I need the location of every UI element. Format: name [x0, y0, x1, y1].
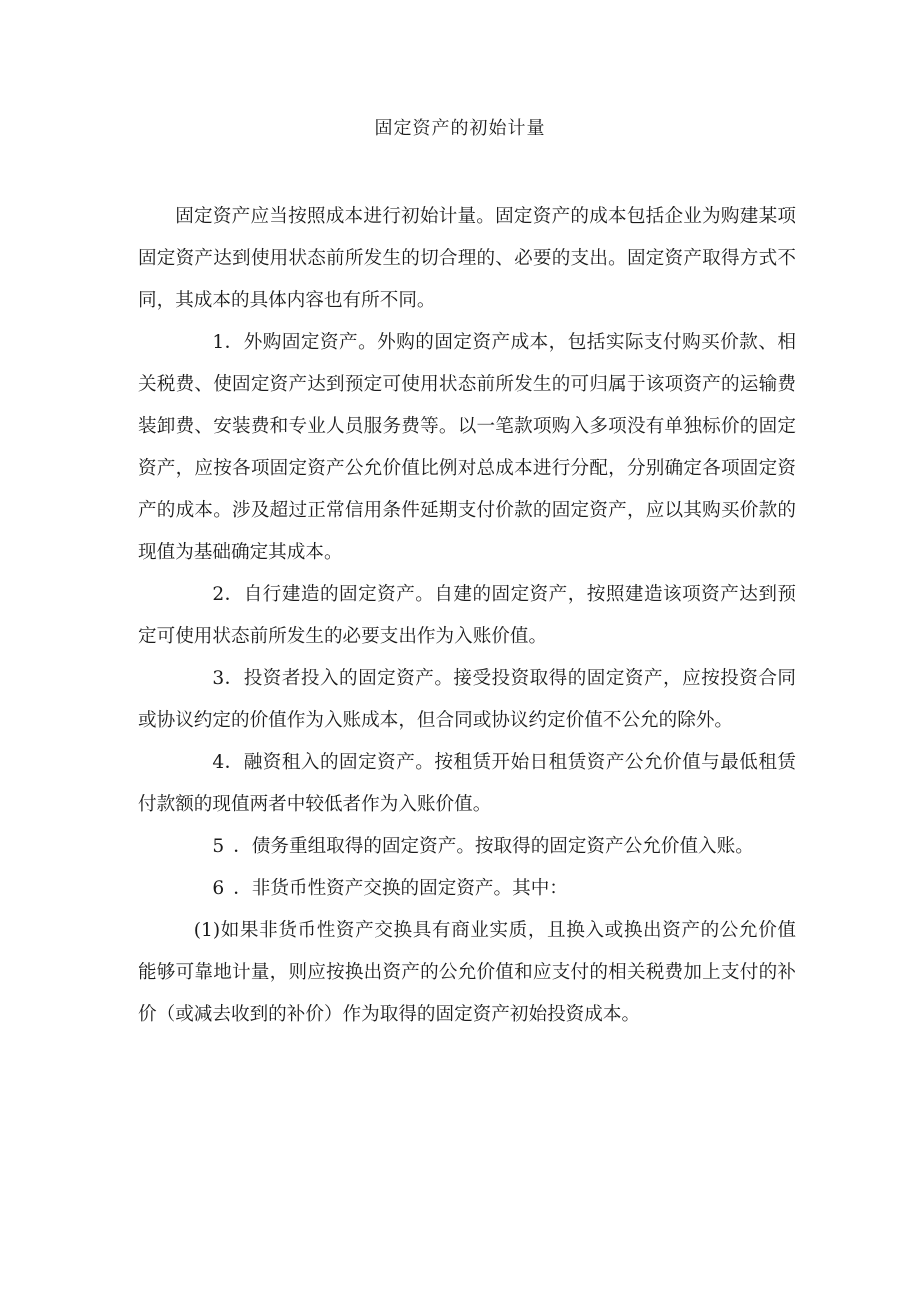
item-text: ．投资者投入的固定资产。接受投资取得的固定资产，应按投资合同或协议约定的价值作为入账成本，但合同或协议约定价值不公允的除外。: [138, 668, 796, 731]
item-number: 6: [212, 878, 225, 899]
item-text: ．自行建造的固定资产。自建的固定资产，按照建造该项资产达到预定可使用状态前所发生的必要支出作为入账价值。: [138, 584, 796, 647]
item-paragraph-2: [138, 574, 796, 658]
subitem-text: 如果非货币性资产交换具有商业实质，且换入或换出资产的公允价值能够可靠地计量，则应按换出资产的公允价值和应支付的相关税费加上支付的补价（或减去收到的补价）作为取得的固定资产初始投资成本。: [138, 920, 796, 1025]
item-text: ．债务重组取得的固定资产。按取得的固定资产公允价值入账。: [233, 836, 754, 857]
subitem-label: (1): [193, 920, 221, 941]
item-text: ．外购固定资产。外购的固定资产成本，包括实际支付购买价款、相关税费、使固定资产达到预定可使用状态前所发生的可归属于该项资产的运输费装卸费、安装费和专业人员服务费等。以一笔款项购入多项没有单独标价的固定资产，应按各项固定资产公允价值比例对总成本进行分配，分别确定各项固定资产的成本。涉及超过正常信用条件延期支付价款的固定资产，应以其购买价款的现值为基础确定其成本。: [138, 332, 796, 563]
item-number: 2: [212, 584, 225, 605]
document-body: [138, 196, 796, 1036]
item-number: 5: [212, 836, 225, 857]
intro-paragraph: 固定资产应当按照成本进行初始计量。固定资产的成本包括企业为购建某项固定资产达到使用状态前所发生的切合理的、必要的支出。固定资产取得方式不同，其成本的具体内容也有所不同。: [138, 206, 796, 311]
subitem-paragraph-1: [138, 910, 796, 1036]
item-text: ．非货币性资产交换的固定资产。其中：: [233, 878, 568, 899]
item-paragraph-3: [138, 658, 796, 742]
item-paragraph-1: [138, 322, 796, 574]
item-paragraph-4: [138, 742, 796, 826]
page-title: 固定资产的初始计量: [374, 118, 546, 139]
item-number: 4: [212, 752, 225, 773]
item-paragraph-6: [138, 868, 796, 910]
item-paragraph-5: [138, 826, 796, 868]
item-number: 1: [212, 332, 225, 353]
item-number: 3: [212, 668, 225, 689]
item-text: ．融资租入的固定资产。按租赁开始日租赁资产公允价值与最低租赁付款额的现值两者中较低者作为入账价值。: [138, 752, 796, 815]
